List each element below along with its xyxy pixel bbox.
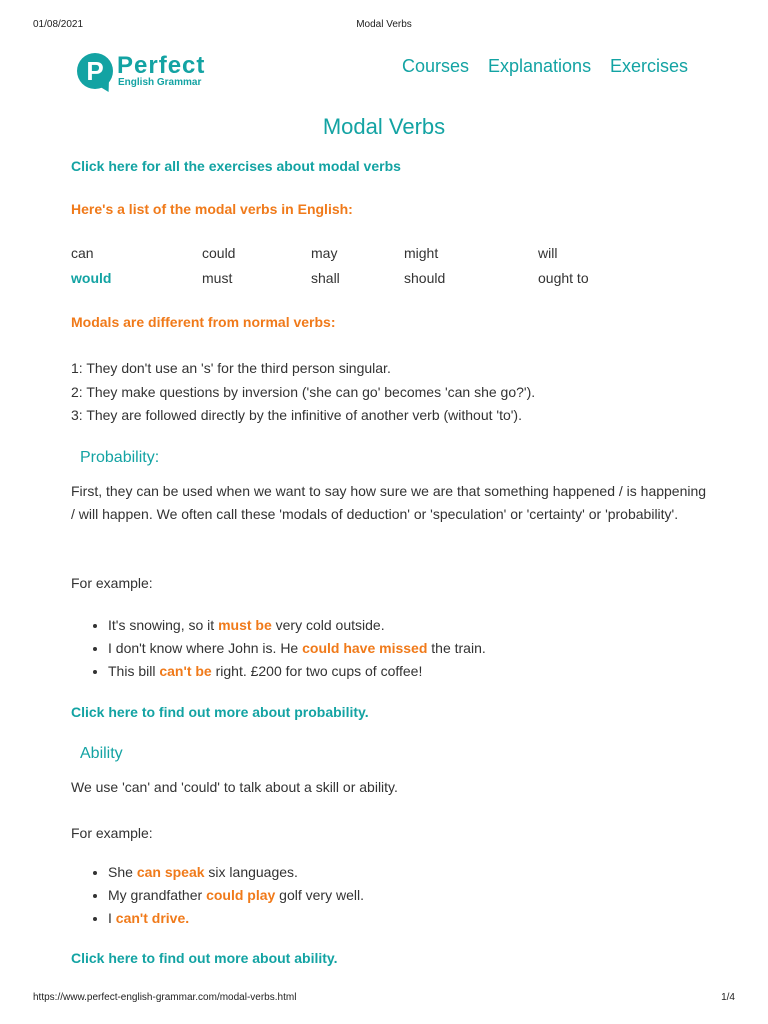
list-item: • It's snowing, so it must be very cold outside. <box>108 614 486 637</box>
probability-intro: First, they can be used when we want to say how sure we are that something happened / is happening / will happen. We often call these 'modals of deduction' or 'speculation' or 'certainty' or 'probability'. <box>71 483 707 522</box>
print-page-number: 1/4 <box>721 992 735 1003</box>
probability-examples <box>71 614 486 683</box>
modal-cell: will <box>538 245 558 261</box>
modal-highlight: must be <box>218 617 272 633</box>
logo-subtitle: English Grammar <box>118 77 202 88</box>
ability-more-link[interactable]: Click here to find out more about ability. <box>71 950 338 966</box>
logo-tail <box>98 81 113 95</box>
probability-heading: Probability: <box>80 449 160 466</box>
modal-cell: must <box>202 270 233 286</box>
modal-list-heading: Here's a list of the modal verbs in English: <box>71 201 353 217</box>
modal-highlight: can speak <box>136 864 205 880</box>
logo-word: Perfect <box>117 52 206 79</box>
print-date: 01/08/2021 <box>33 19 84 30</box>
modal-cell: could <box>202 245 236 261</box>
site-logo[interactable] <box>77 53 217 93</box>
logo-badge: P <box>77 53 113 89</box>
modal-cell: may <box>311 245 338 261</box>
print-url: https://www.perfect-english-grammar.com/modal-verbs.html <box>33 992 297 1003</box>
ability-intro: We use 'can' and 'could' to talk about a skill or ability. <box>71 779 398 795</box>
probability-more-link[interactable]: Click here to find out more about probability. <box>71 704 369 720</box>
modal-cell: shall <box>311 270 340 286</box>
probability-for-example: For example: <box>71 575 153 591</box>
modal-highlight: can't be <box>159 663 212 679</box>
ability-heading: Ability <box>80 745 123 762</box>
list-item: • I don't know where John is. He could have missed the train. <box>108 637 486 660</box>
difference-point: 1: They don't use an 's' for the third person singular. <box>71 360 391 376</box>
list-item: • She can speak six languages. <box>108 861 364 884</box>
nav-exercises-link[interactable]: Exercises <box>610 56 689 76</box>
all-exercises-link[interactable]: Click here for all the exercises about modal verbs <box>71 158 401 174</box>
differences-heading: Modals are different from normal verbs: <box>71 314 336 330</box>
ability-for-example: For example: <box>71 825 153 841</box>
page-title: Modal Verbs <box>322 114 446 139</box>
list-item: • I can't drive. <box>108 907 364 930</box>
nav-courses-link[interactable]: Courses <box>402 56 470 76</box>
list-item: • This bill can't be right. £200 for two cups of coffee! <box>108 660 486 683</box>
modal-cell-would-link[interactable]: would <box>71 270 112 286</box>
modal-cell: might <box>404 245 439 261</box>
ability-examples <box>71 861 364 930</box>
list-item: • My grandfather could play golf very well. <box>108 884 364 907</box>
modal-highlight: could play <box>206 887 276 903</box>
modal-cell: ought to <box>538 270 589 286</box>
modal-cell: should <box>404 270 446 286</box>
modal-highlight: can't drive. <box>115 910 190 926</box>
print-title: Modal Verbs <box>356 19 412 30</box>
nav-explanations-link[interactable]: Explanations <box>488 56 592 76</box>
difference-point: 3: They are followed directly by the infinitive of another verb (without 'to'). <box>71 407 522 423</box>
difference-point: 2: They make questions by inversion ('she can go' becomes 'can she go?'). <box>71 384 536 400</box>
modal-cell: can <box>71 245 94 261</box>
modal-highlight: could have missed <box>302 640 428 656</box>
